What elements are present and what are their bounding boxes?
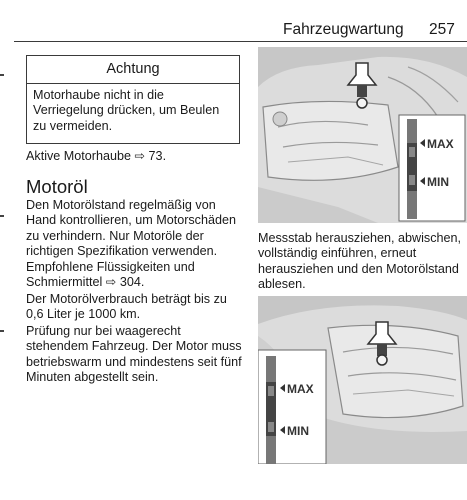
margin-mark	[0, 330, 4, 332]
caution-title: Achtung	[27, 56, 239, 84]
paragraph-oil-consumption: Der Motorölverbrauch beträgt bis zu 0,6 Liter je 1000 km.	[26, 292, 227, 322]
engine-dipstick-figure-1	[258, 47, 467, 223]
header-rule	[14, 41, 467, 42]
caution-box	[26, 55, 240, 144]
max-mark-label: MAX	[287, 382, 314, 396]
section-heading: Motoröl	[26, 176, 88, 197]
engine-dipstick-figure-2	[258, 296, 467, 464]
min-mark-label: MIN	[287, 424, 309, 438]
min-mark-label: MIN	[427, 175, 449, 189]
engine-bay-illustration	[258, 47, 467, 223]
page-number: 257	[429, 21, 455, 38]
max-mark-label: MAX	[427, 137, 454, 151]
active-hood-reference: Aktive Motorhaube ⇨ 73.	[26, 149, 167, 163]
figure-caption: Messstab herausziehen, abwischen, vollständig einführen, erneut herausziehen und den Motorölstand ablesen.	[258, 231, 462, 292]
margin-mark	[0, 215, 4, 217]
paragraph-check-conditions: Prüfung nur bei waagerecht stehendem Fahrzeug. Der Motor muss betriebswarm und mindestens seit fünf Minuten abgestellt sein.	[26, 324, 242, 385]
running-header-title: Fahrzeugwartung	[283, 21, 404, 38]
margin-mark	[0, 74, 4, 76]
paragraph-check-oil: Den Motorölstand regelmäßig von Hand kontrollieren, um Motorschäden zu verhindern. Nur Motoröle der richtigen Spezifikation verwenden. Empfohlene Flüssigkeiten und Schmiermittel ⇨ 304.	[26, 198, 237, 290]
caution-text: Motorhaube nicht in die Verriegelung drücken, um Beulen zu vermeiden.	[33, 88, 220, 133]
engine-bay-illustration	[258, 296, 467, 464]
